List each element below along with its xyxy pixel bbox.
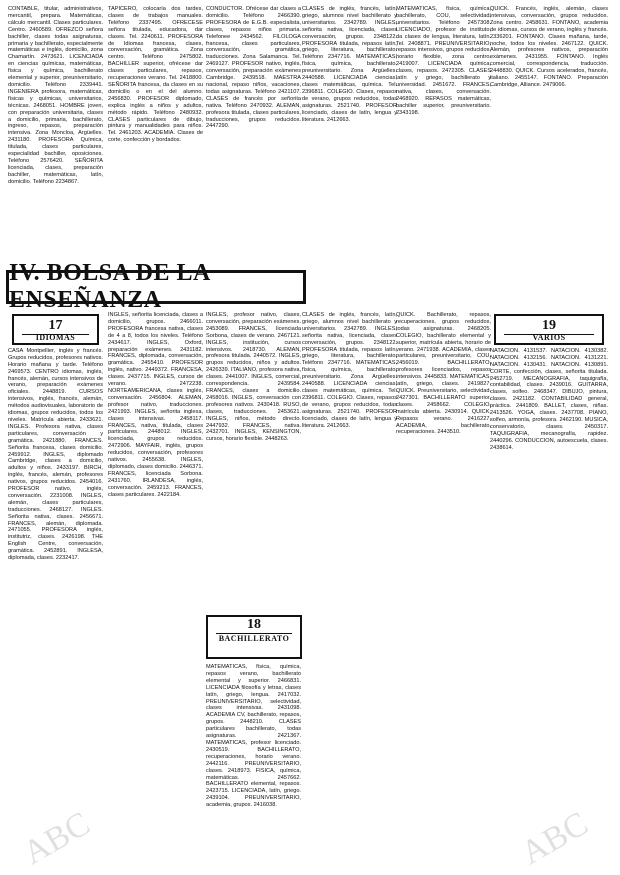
column-text: CASA Montpellier, inglés y francés. Grupos reducidos, profesores nativos. Horario mañana y tarde. Teléfono 2469573. CENTRO idiomas, inglés, francés, alemán, cursos intensivos de verano, preparación exámenes oficiales. 2448819. CURSOS intensivos, inglés, francés, alemán, métodos audiovisuales, laboratorio de idiomas, grupos reducidos, todos los niveles. Matrícula abierta. 2433621. INGLES. Profesora nativa, clases particulares, conversación y gramática. 2421880. FRANCES. Señorita francesa, clases domicilio. 2459912. INGLES, diplomado Cambridge, clases a domicilio, adultos y niños. 2433197. BIRCH, inglés, francés, alemán, profesores nativos, grupos reducidos. 2454016. PROFESOR nativo, inglés, conversación. 2231008. INGLES, alemán, clases particulares, traducciones. 2468127. INGLES. Señorita nativa, clases. 2456671. FRANCES, alemán, diplomada. 2471055. PROFESORA inglés, institutriz, clases. 2426198. THE English Centre, conversación, gramática. 2452891. INGLESA, diplomada, clases. 2232417. <box>8 347 103 562</box>
column-2-bottom: INGLES, señorita licenciada, clases a domicilio, grupos. 2466011. PROFESORA francesa nativa, clases de 4 a 8, todos los niveles. Teléfono 2434617. INGLES, Oxford, preparación exámenes. 2431182. FRANCES, diplomada, conversación, gramática. 2455410. PROFESOR inglés, nativo. 2449372. FRANCESA, clases. 2437715. INGLES, cursos de verano. 2472238. NORTEAMERICANA, clases inglés, conversación. 2456804. ALEMAN, profesor nativo, traducciones. 2421993. INGLES, señorita inglesa, clases intensivas. 2458117. FRANCES, nativa, titulada, clases particulares. 2448012. INGLES, licenciada, grupos reducidos. 2472906. MAYFAIR, inglés, grupos reducidos, conversación, profesores nativos. 2455638. INGLES, diplomado, clases domicilio. 2446371. FRANCES, licenciada Sorbona. 2431760. IRLANDESA, inglés, conversación. 2459213. FRANCES, clases particulares. 2422184. <box>108 312 203 498</box>
section-name: BACHILLERATO <box>216 633 292 643</box>
column-2-top: TAPICERO, colocaría dos tardes, clases de trabajos manuales. Teléfono 2337495. OFRECESE señora titulada, educadora, dar clases. Tel. 2240611. PROFESORA de Idiomas francesa, clases, conversación, gramática. Zona centro. Teléfono 2475802. BACHILLER superior, ofrécese dar clases particulares, repasos, recuperaciones verano. Tel. 2418800. SEÑORITA francesa, da clases en su domicilio o en el del alumno. 2456830. PROFESOR diplomado, explica inglés a niños y adultos, método rápido. Teléfono 2480932. CLASES particulares de dibujo, pintura y manualidades para niños. Tel. 2461203. ACADEMIA. Clases de corte, confección y bordados. <box>108 6 203 144</box>
section-name: IDIOMAS <box>22 334 89 342</box>
column-4-top: CLASES de inglés, francés, latín, griego, alumnos nivel bachillerato y universitarios. 2342789. INGLES, señorita nativa, licenciada, clases conversación, grupos. 2348122. PROFESORA titulada, repasos latín, griego, literatura, bachillerato. Teléfono 2347716. MATEMATICAS, física, química, bachillerato, preuniversitario. Zona Argüelles. 2440588. LICENCIADA ciencias, clases matemáticas, química. Tel. 2396811. COLEGIO. Clases, repasos de verano, grupos reducidos, todas asignaturas. 2521740. PROFESOR licenciado, clases de latín, lengua y literatura. 2412663. <box>302 6 397 123</box>
column-4-bottom: CLASES de inglés, francés, latín, griego, alumnos nivel bachillerato y universitarios. 2342789. INGLES, señorita nativa, licenciada, clases conversación, grupos. 2348122. PROFESORA titulada, repasos latín, griego, literatura, bachillerato. Teléfono 2347716. MATEMATICAS, física, química, bachillerato, preuniversitario. Zona Argüelles. 2440588. LICENCIADA ciencias, clases matemáticas, química. Tel. 2396811. COLEGIO. Clases, repasos de verano, grupos reducidos, todas asignaturas. 2521740. PROFESOR licenciado, clases de latín, lengua y literatura. 2412663. <box>302 312 397 429</box>
column-3-bottom: INGLES, profesor nativo, clases, conversación, preparación exámenes. 2453089. FRANCES, licenciada Sorbona, clases de verano. 2467121. INGLES, institución, cursos intensivos. 2418730. ALEMAN, profesora titulada. 2440572. INGLES, grupos reducidos, niños y adultos. 2426339. ITALIANO, profesora nativa, clases. 2441007. INGLES, comercial, correspondencia. 2439584. FRANCES, clases a domicilio. 2458016. INGLES, conversación con profesores nativos. 2430418. RUSO, clases, traducciones. 2453621. INGLES, niños, método directo. 2447932. FRANCES, nativa. 2432701. INGLES, KENSINGTON, cursos, horario flexible. 2448263. <box>206 312 301 443</box>
section-number: 18 <box>247 617 261 632</box>
banner-title: IV. BOLSA DE LA ENSEÑANZA <box>9 260 210 313</box>
column-6-bottom <box>490 312 608 867</box>
column-1-top: CONTABLE, titular, administrativos, mercantil, prepara. Matemáticas, cálculo mercantil. Clases particulares. Centro. 2460589. OFREZCO señora bachiller, clases todas asignaturas, primaria y bachillerato, especialmente matemáticas e inglés, domicilio, zona Chamartín. 2473621. LICENCIADA en ciencias químicas, matemáticas, física y química, bachillerato elemental y superior, preuniversitario, domicilio. Teléfono 2339441. INGENIERA profesora, matemáticas, físicas y químicas, universitarios, técnicas. 2468051. HOMBRE joven, con preparación universitaria, clases a domicilio, primaria, bachillerato, ingreso, repasos, preparación intensiva. Zona Moncloa, Argüelles. 2431180. PROFESORA Química, titulada, clases particulares, especialidad bachiller, oposiciones. Teléfono 2576420. SEÑORITA licenciada, clases, preparación bachiller, matemáticas, latín, domicilio. Teléfono 2234867. <box>8 6 103 185</box>
section-header-varios <box>494 314 604 345</box>
column-6-top: QUICK. Francés, inglés, alemán, clases intensivas, conversación, grupos reducidos. Zona centro. 2458631. FONTANO, academia de idiomas, cursos de verano, inglés y francés. 2336201. FONTANO. Clases mañana, tarde, noche, todos los niveles. 2467122. QUICK. Alemán, profesores nativos, preparación exámenes. 2431955. FONTANO. Inglés comercial, correspondencia, traducción. 2448830. QUICK. Cursos acelerados, francés, italiano. 2455147. FONTANO. Preparación Cambridge, Alliance. 2479066. <box>490 6 608 88</box>
section-number: 17 <box>48 318 63 333</box>
column-5-bottom: QUICK. Bachillerato, repasos, recuperaciones, grupos reducidos, todas asignaturas. 2468205. COLEGIO, bachillerato elemental y superior, matrícula abierta, horario de verano. 2471938. ACADEMIA, clases particulares, preuniversitario, COU. 2456019. BACHILLERATO, profesores licenciados, repasos intensivos. 2445833. MATEMATICAS, latín, griego, clases. 2419827. QUICK. Preuniversitario, selectividad. 2427301. BACHILLERATO superior, clases. 2458662. COLEGIO, matrícula abierta. 2430914. QUICK. Repasos verano. 2416227. ACADEMIA, bachillerato, recuperaciones. 2443510. <box>396 312 491 436</box>
column-text: NATACION. 4131537. NATACION. 4130382. NATACION. 4132156. NATACION. 4131221. NATACION. 4130431. NATACION. 4130891. CORTE, confección, clases, señorita titulada. 2452719. MECANOGRAFIA, taquigrafía, contabilidad, clases. 2439016. GUITARRA, clases, solfeo. 2468347. DIBUJO, pintura, clases. 2421182. CONTABILIDAD general, práctica. 2441809. BALLET, clases, niñas. 2413526. YOGA, clases. 2437708. PIANO, solfeo, armonía, profesora. 2462190. MUSICA, conservatorio, clases. 2450317. TAQUIGRAFIA, mecanografía, rapidez. 2440296. CONDUCCION, autoescuela, clases. 2438614. <box>490 347 608 451</box>
section-name: VARIOS <box>504 334 594 342</box>
section-banner <box>6 260 306 313</box>
column-1-bottom <box>8 312 103 867</box>
column-3-top: CONDUCTOR. Ofrécese dar clases a domicilio. Teléfono 2466390. PROFESORA de E.G.B. especialista, clases, repasos niños primaria. Telefonee 2434562. FILOLOGA francesa, clases particulares, conversación, gramática, traducciones. Zona Salamanca. Tel. 2469127. PROFESOR nativo, inglés, conversación, preparación exámenes Cambridge. 2439518. MAESTRA nacional, repaso niños, vacaciones, todas asignaturas. Teléfono 2421107. CLASES de francés por señorita nativa. Teléfono 2470932. ALEMAN, profesora titulada, clases particulares, traducciones, grupos reducidos. 2447290. <box>206 6 301 130</box>
section-number: 19 <box>542 318 556 333</box>
column-3-lower: MATEMATICAS, física, química, repasos verano, bachillerato elemental y superior. 2466831. LICENCIADA filosofía y letras, clases latín, griego, lengua. 2417032. PREUNIVERSITARIO, selectividad, clases intensivas. 2431098. ACADEMIA CV, bachillerato, repasos, grupos. 2448210. CLASES particulares bachillerato, todas asignaturas. 2421367. MATEMATICAS, profesor licenciado. 2430519. BACHILLERATO, recuperaciones, horario verano. 2442116. PREUNIVERSITARIO, clases. 2418973. FISICA, química, matemáticas. 2457662. BACHILLERATO elemental, repasos. 2423715. LICENCIADA, latín, griego. 2439104. PREUNIVERSITARIO, academia, grupos. 2416038. <box>206 664 301 809</box>
watermark-right: ABC <box>515 805 595 873</box>
section-header-idiomas <box>12 314 99 345</box>
watermark-left: ABC <box>17 805 97 873</box>
section-header-bachillerato <box>206 615 302 659</box>
column-5-top: MATEMATICAS, física, química, bachillerato, COU, selectividad, universitarios. Teléfono 2457308. LICENCIADO, profesor de instituto, da clases de lengua, literatura, latín. Tel. 2408871. PREUNIVERSITARIO, repasos intensivos, grupos reducidos, horario flexible, zona centro. 2419007. LICENCIADA química, clases, repasos. 2472305. CLASES latín y griego, bachillerato y universidad. 2451672. FRANCES, nativa, clases, conversación. 2468920. REPASOS matemáticas, bachiller superior, preuniversitario. 2343198. <box>396 6 491 116</box>
